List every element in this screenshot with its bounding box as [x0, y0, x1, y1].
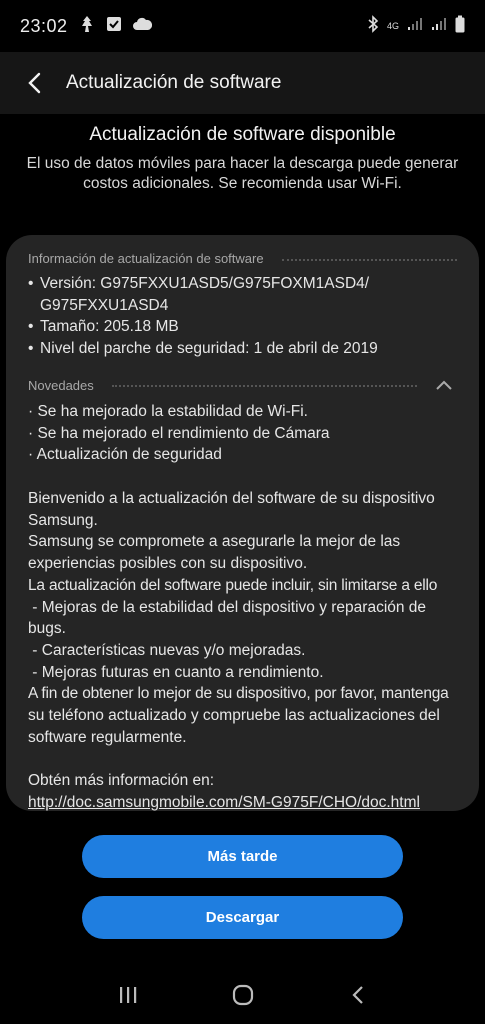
bullet: • [28, 275, 34, 292]
app-notification-icon [78, 15, 96, 38]
signal-icon-2 [431, 17, 447, 36]
divider [282, 259, 457, 261]
cloud-icon [132, 17, 152, 36]
later-button[interactable]: Más tarde [82, 835, 403, 878]
size-text: Tamaño: 205.18 MB [40, 318, 179, 335]
battery-icon [455, 15, 465, 38]
news-header [28, 375, 457, 395]
collapse-button[interactable] [431, 375, 457, 395]
back-button[interactable] [18, 66, 52, 100]
app-title: Actualización de software [66, 72, 282, 93]
version-text: Versión: G975FXXU1ASD5/G975FOXM1ASD4/ G975FXXU1ASD4 [40, 275, 370, 314]
list-item [28, 316, 457, 338]
body-line: Bienvenido a la actualización del software de su dispositivo [28, 490, 435, 507]
security-patch-text: Nivel del parche de seguridad: 1 de abril de 2019 [40, 339, 378, 357]
data-usage-notice: El uso de datos móviles para hacer la descarga puede generar costos adicionales. Se recomienda usar Wi-Fi. [26, 155, 459, 192]
home-icon [232, 984, 254, 1006]
body-line: experiencias posibles con su dispositivo. [28, 555, 308, 573]
body-line: software regularmente. [28, 728, 187, 746]
bluetooth-icon [367, 15, 379, 38]
update-details-card[interactable] [6, 235, 479, 811]
body-line: A fin de obtener lo mejor de su dispositivo, por favor, mantenga [28, 685, 449, 703]
status-time: 23:02 [20, 15, 68, 36]
body-line: - Mejoras futuras en cuanto a rendimiento. [28, 663, 324, 681]
news-item: · Actualización de seguridad [28, 446, 222, 464]
home-button[interactable] [223, 975, 263, 1015]
body-line: Samsung se compromete a asegurarle la mejor de las [28, 533, 401, 551]
more-info-label: Obtén más información en: [28, 772, 215, 790]
release-notes-body [28, 488, 461, 811]
list-item [28, 273, 457, 316]
checkbox-notification-icon [106, 16, 122, 37]
news-item: · Se ha mejorado el rendimiento de Cámara [28, 424, 330, 442]
page-title: Actualización de software disponible [89, 124, 396, 145]
update-info-header [28, 251, 457, 266]
update-info-label: Información de actualización de software [28, 251, 264, 266]
back-icon [351, 985, 365, 1005]
news-list [28, 401, 457, 466]
body-line: su teléfono actualizado y compruebe las actualizaciones del [28, 707, 440, 725]
list-item [28, 338, 457, 360]
back-arrow-icon [27, 72, 43, 94]
status-left [20, 15, 152, 38]
network-type-label: 4G [386, 20, 399, 31]
more-info-link[interactable]: http://doc.samsungmobile.com/SM-G975F/CHO/doc.html [28, 793, 420, 811]
status-icons [367, 15, 465, 38]
signal-icon [407, 17, 423, 36]
bullet: • [28, 318, 34, 335]
download-button[interactable]: Descargar [82, 896, 403, 939]
update-info-list [28, 273, 457, 359]
body-line: bugs. [28, 620, 66, 638]
recents-button[interactable] [108, 975, 148, 1015]
body-line: - Características nuevas y/o mejoradas. [28, 641, 306, 659]
back-nav-button[interactable] [338, 975, 378, 1015]
divider [112, 385, 417, 387]
spacer [28, 748, 461, 770]
navigation-bar [0, 966, 485, 1024]
recents-icon [118, 986, 138, 1004]
chevron-up-icon [435, 380, 453, 391]
news-label: Novedades [28, 377, 94, 393]
body-line: La actualización del software puede incluir, sin limitarse a ello [28, 576, 438, 594]
network-type-icon [387, 22, 399, 31]
status-bar [0, 0, 485, 52]
news-item: · Se ha mejorado la estabilidad de Wi-Fi. [28, 403, 308, 420]
app-bar [0, 52, 485, 114]
body-line: - Mejoras de la estabilidad del dispositivo y reparación de [28, 598, 427, 616]
body-line: Samsung. [28, 511, 98, 529]
bullet: • [28, 339, 34, 357]
